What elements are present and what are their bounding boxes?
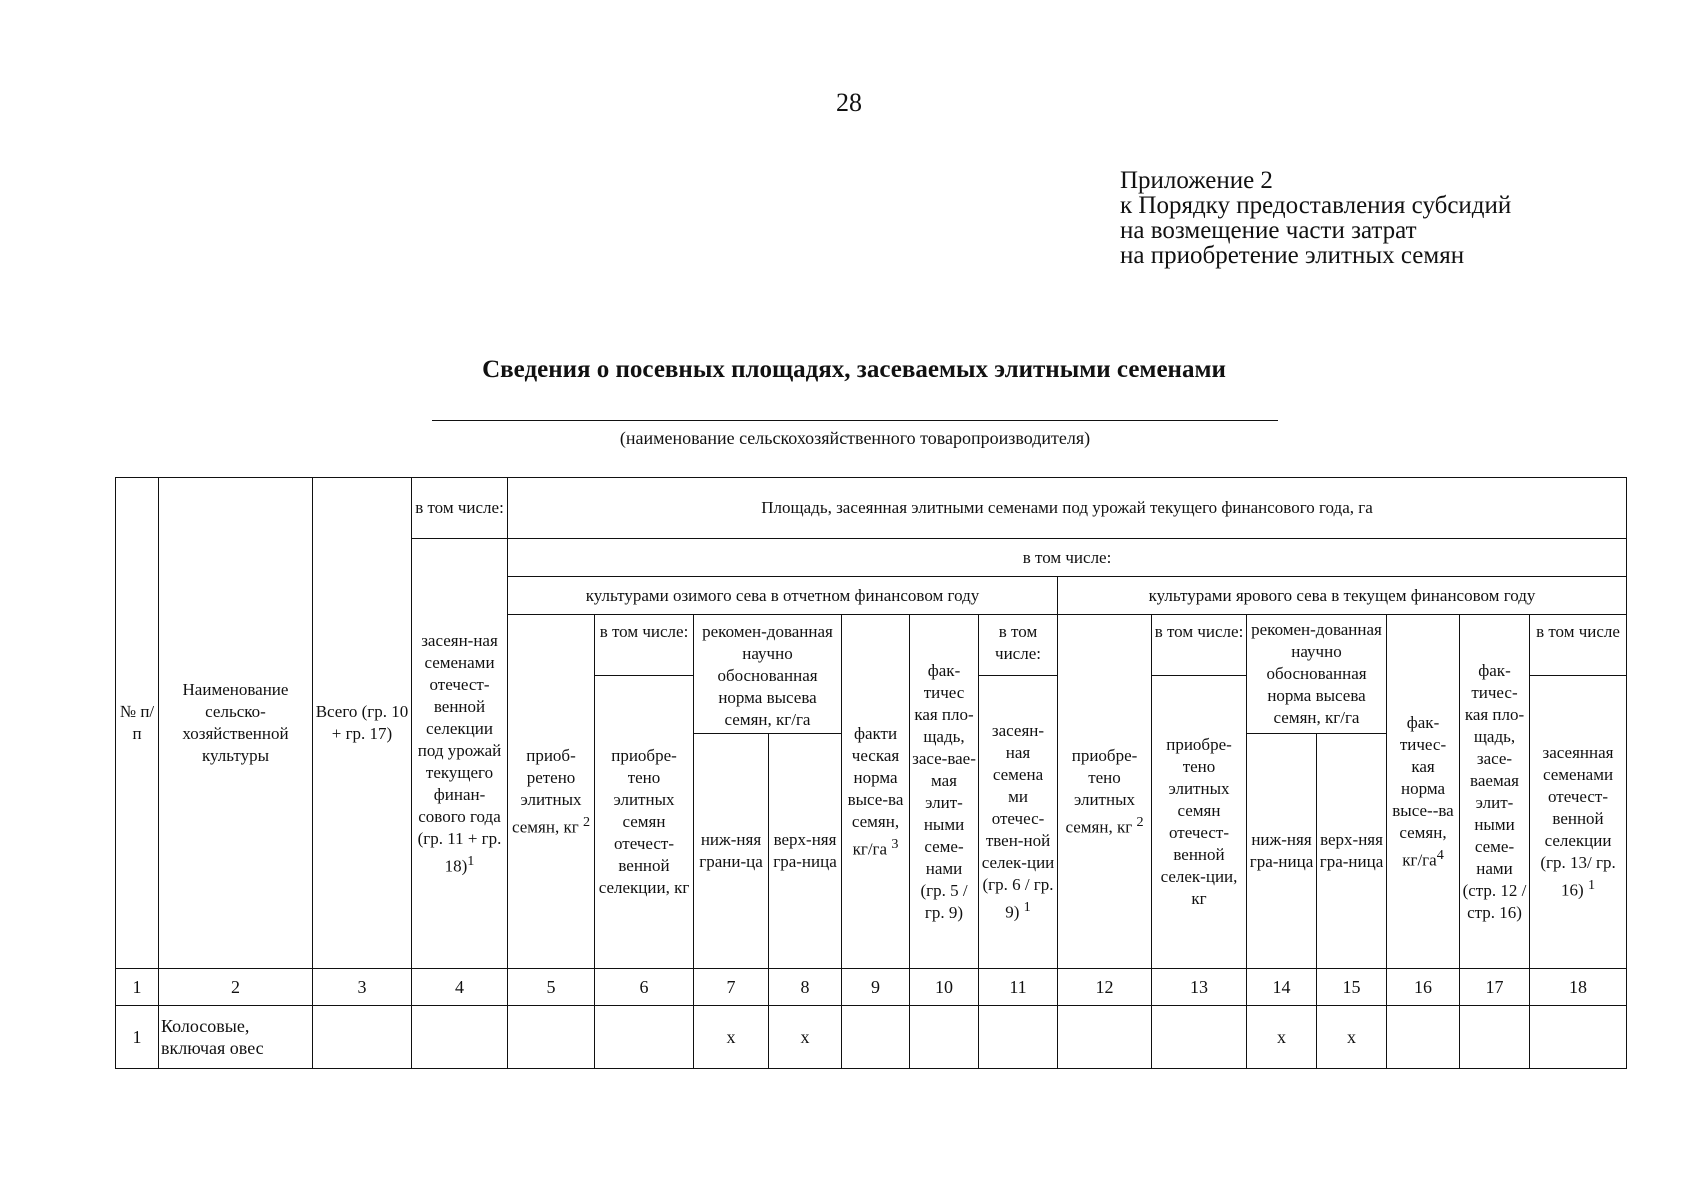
header-winter-lower: ниж-няя грани-ца bbox=[694, 734, 769, 969]
cell-domestic-total bbox=[412, 1006, 508, 1069]
header-spring-lower: ниж-няя гра-ница bbox=[1247, 734, 1317, 969]
column-number: 10 bbox=[910, 969, 979, 1006]
header-winter-domestic-area: засеян-ная семена ми отечес-твен-ной селек-ции (гр. 6 / гр. 9) $^1$ bbox=[979, 676, 1058, 969]
header-winter-actual-norm: факти ческая норма высе-ва семян, кг/га $^3$ bbox=[842, 615, 910, 969]
document-title: Сведения о посевных площадях, засеваемых элитными семенами bbox=[482, 356, 1226, 383]
cell-winter-lower: х bbox=[694, 1006, 769, 1069]
column-number: 6 bbox=[595, 969, 694, 1006]
header-winter-including-2: в том числе: bbox=[979, 615, 1058, 676]
cell-winter-actual-norm bbox=[842, 1006, 910, 1069]
column-number: 15 bbox=[1317, 969, 1387, 1006]
header-spring-norm: рекомен-дованная научно обоснованная норма высева семян, кг/га bbox=[1247, 615, 1387, 734]
header-crop: Наименование сельско-хозяйственной культуры bbox=[159, 478, 313, 969]
column-number: 5 bbox=[508, 969, 595, 1006]
seed-area-table bbox=[115, 477, 1627, 1069]
header-winter-crops: культурами озимого сева в отчетном финансовом году bbox=[508, 577, 1058, 615]
row-crop: Колосовые, включая овес bbox=[159, 1006, 313, 1069]
column-number: 11 bbox=[979, 969, 1058, 1006]
cell-spring-domestic-area bbox=[1530, 1006, 1627, 1069]
cell-winter-domestic bbox=[595, 1006, 694, 1069]
column-number: 16 bbox=[1387, 969, 1460, 1006]
row-num: 1 bbox=[116, 1006, 159, 1069]
appendix-line: на возмещение части затрат bbox=[1120, 217, 1417, 244]
header-spring-actual-norm: фак-тичес-кая норма высе--ва семян, $кг/га^4$ bbox=[1387, 615, 1460, 969]
cell-spring-purchased bbox=[1058, 1006, 1152, 1069]
header-spring-including-2: в том числе bbox=[1530, 615, 1627, 676]
header-spring-actual-area: фак-тичес-кая пло-щадь, засе-ваемая элит-ными семе-нами (стр. 12 / стр. 16) bbox=[1460, 615, 1530, 969]
column-number: 8 bbox=[769, 969, 842, 1006]
cell-spring-lower: х bbox=[1247, 1006, 1317, 1069]
cell-spring-actual-norm bbox=[1387, 1006, 1460, 1069]
header-including-area: в том числе: bbox=[508, 539, 1627, 577]
appendix-line: к Порядку предоставления субсидий bbox=[1120, 192, 1512, 219]
cell-spring-domestic bbox=[1152, 1006, 1247, 1069]
header-including: в том числе: bbox=[412, 478, 508, 539]
cell-winter-upper: х bbox=[769, 1006, 842, 1069]
header-winter-upper: верх-няя гра-ница bbox=[769, 734, 842, 969]
column-number: 13 bbox=[1152, 969, 1247, 1006]
header-winter-actual-area: фак-тичес кая пло-щадь, засе-вае-мая элит-ными семе-нами (гр. 5 / гр. 9) bbox=[910, 615, 979, 969]
header-num: № п/п bbox=[116, 478, 159, 969]
column-number: 17 bbox=[1460, 969, 1530, 1006]
column-number: 18 bbox=[1530, 969, 1627, 1006]
cell-spring-upper: х bbox=[1317, 1006, 1387, 1069]
cell-winter-domestic-area bbox=[979, 1006, 1058, 1069]
cell-total bbox=[313, 1006, 412, 1069]
header-total: Всего (гр. 10 + гр. 17) bbox=[313, 478, 412, 969]
cell-winter-actual-area bbox=[910, 1006, 979, 1069]
cell-spring-actual-area bbox=[1460, 1006, 1530, 1069]
cell-winter-purchased bbox=[508, 1006, 595, 1069]
appendix-block bbox=[1120, 168, 1511, 268]
header-spring-crops: культурами ярового сева в текущем финансовом году bbox=[1058, 577, 1627, 615]
header-spring-purchased: приобре-тено элитных семян, кг $^2$ bbox=[1058, 615, 1152, 969]
column-number: 12 bbox=[1058, 969, 1152, 1006]
column-number: 9 bbox=[842, 969, 910, 1006]
header-spring-upper: верх-няя гра-ница bbox=[1317, 734, 1387, 969]
producer-name-caption: (наименование сельскохозяйственного товаропроизводителя) bbox=[619, 428, 1091, 448]
header-domestic-total: засеян-ная семенами отечест-венной селекции под урожай текущего финан-сового года (гр. 11 + гр. 18)$^1$ bbox=[412, 539, 508, 969]
column-number: 7 bbox=[694, 969, 769, 1006]
column-number: 2 bbox=[159, 969, 313, 1006]
header-winter-domestic: приобре-тено элитных семян отечест-венной селекции, кг bbox=[595, 676, 694, 969]
table-row bbox=[116, 1006, 1627, 1069]
appendix-line: на приобретение элитных семян bbox=[1120, 242, 1465, 269]
header-spring-domestic-area: засеянная семенами отечест-венной селекции (гр. 13/ гр. 16) $^1$ bbox=[1530, 676, 1627, 969]
producer-name-line bbox=[432, 420, 1278, 421]
header-spring-domestic: приобре-тено элитных семян отечест-венной селек-ции, кг bbox=[1152, 676, 1247, 969]
column-number: 1 bbox=[116, 969, 159, 1006]
header-winter-purchased: приоб-ретено элитных семян, кг $^2$ bbox=[508, 615, 595, 969]
header-winter-norm: рекомен-дованная научно обоснованная норма высева семян, кг/га bbox=[694, 615, 842, 734]
page-number: 28 bbox=[836, 88, 862, 117]
header-winter-including: в том числе: bbox=[595, 615, 694, 676]
appendix-line: Приложение 2 bbox=[1120, 167, 1273, 194]
column-number-row bbox=[116, 969, 1627, 1006]
header-area: Площадь, засеянная элитными семенами под урожай текущего финансового года, га bbox=[508, 478, 1627, 539]
column-number: 3 bbox=[313, 969, 412, 1006]
column-number: 4 bbox=[412, 969, 508, 1006]
header-spring-including: в том числе: bbox=[1152, 615, 1247, 676]
column-number: 14 bbox=[1247, 969, 1317, 1006]
